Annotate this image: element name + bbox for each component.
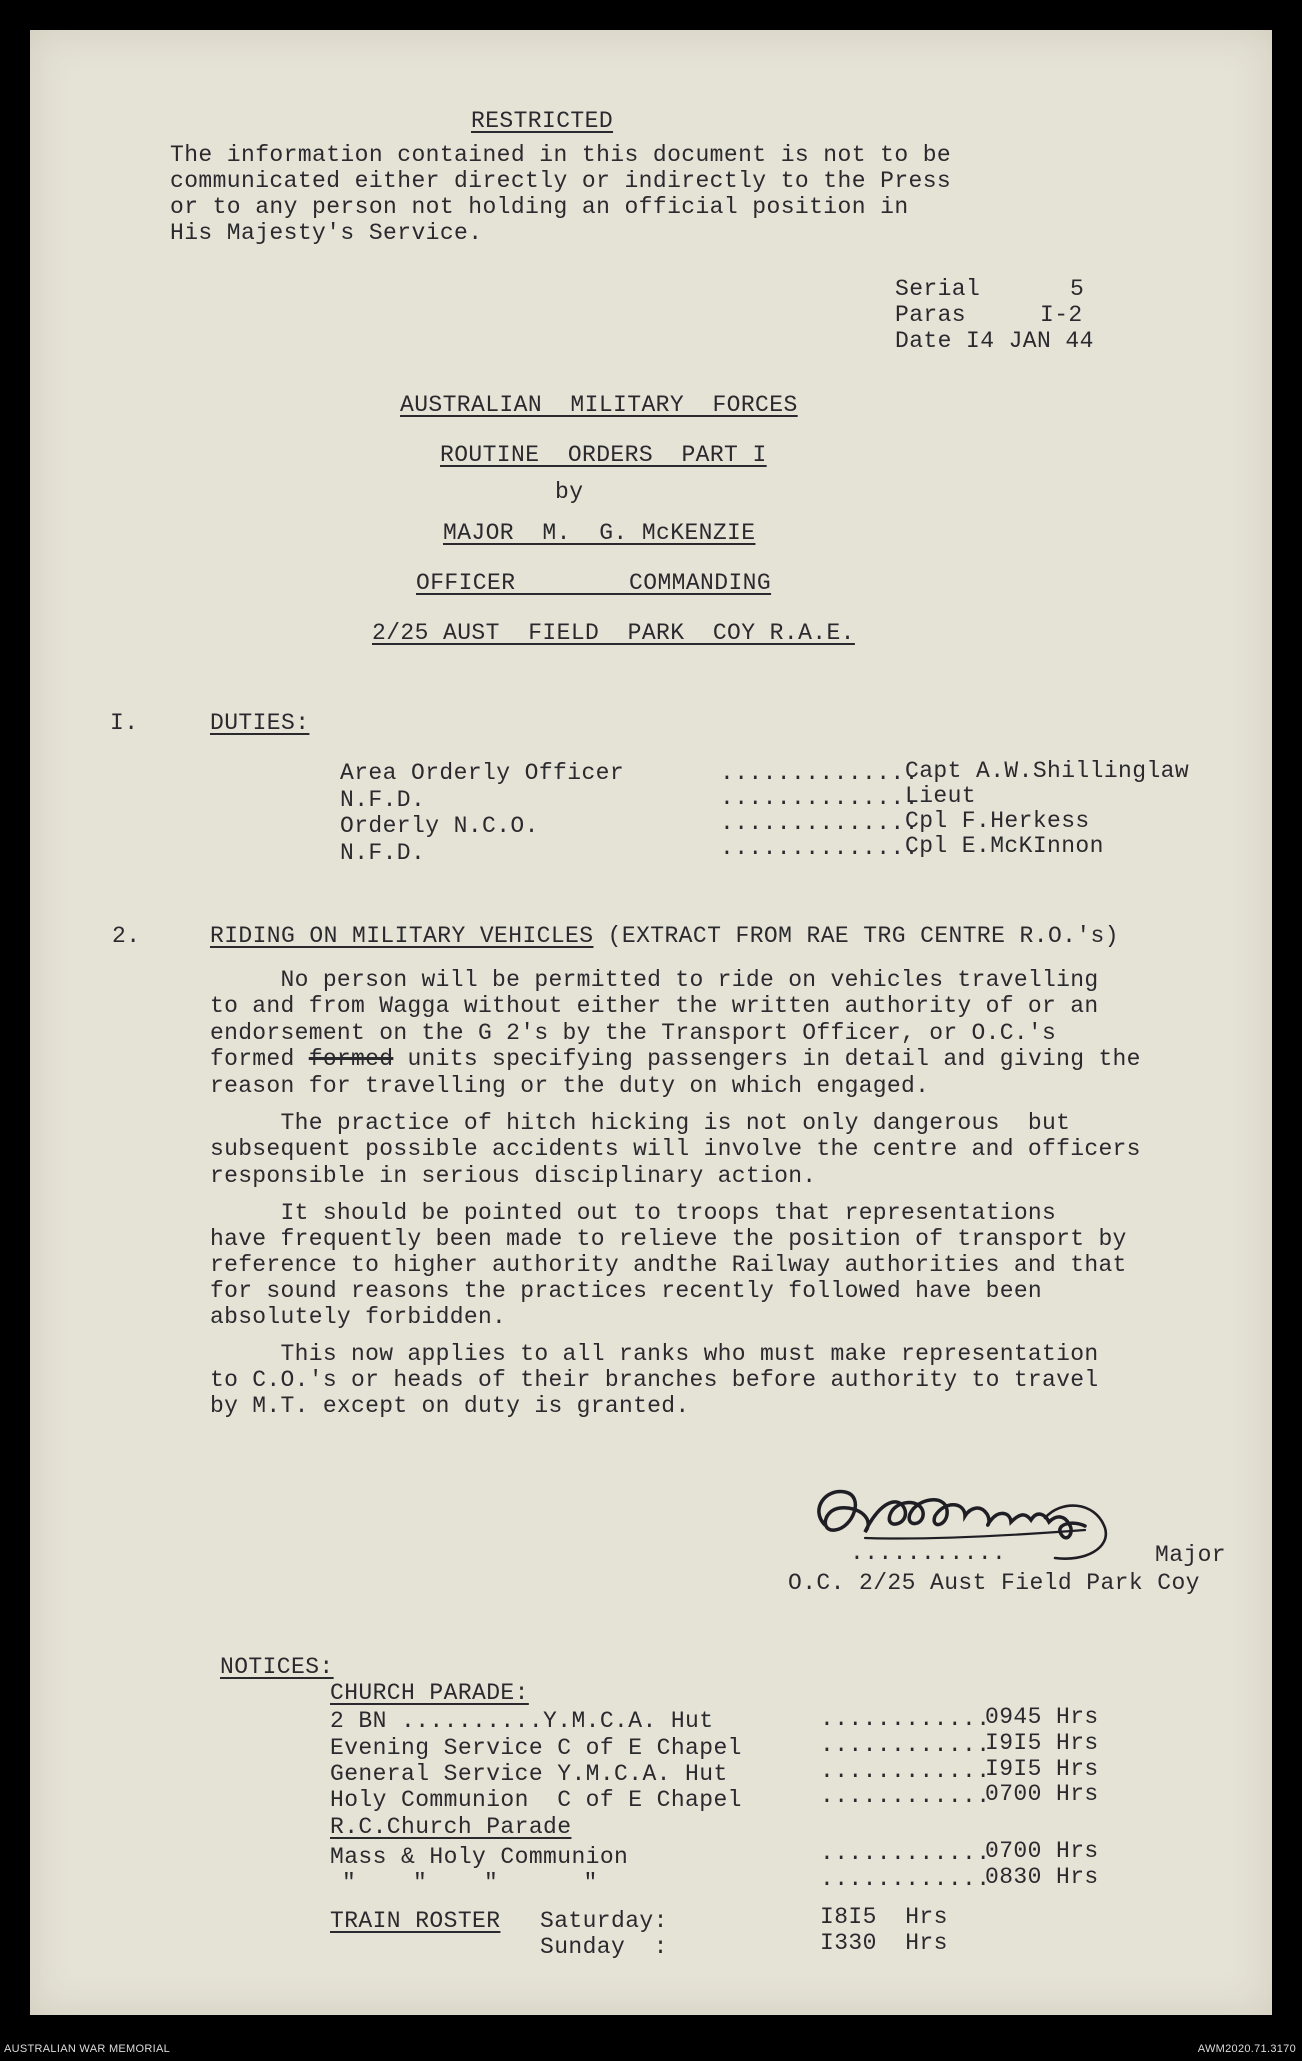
church-time: I9I5 Hrs: [985, 1730, 1099, 1756]
paragraph-line: reason for travelling or the duty on which engaged.: [210, 1073, 930, 1099]
title-unit: 2/25 AUST FIELD PARK COY R.A.E.: [372, 620, 855, 646]
warning-line: His Majesty's Service.: [170, 220, 483, 246]
paragraph-line: to and from Wagga without either the written authority of or an: [210, 993, 1099, 1019]
church-item: Evening Service C of E Chapel: [330, 1735, 742, 1761]
church-item: General Service Y.M.C.A. Hut: [330, 1761, 728, 1787]
train-time: I330 Hrs: [820, 1930, 948, 1956]
paragraph-line: for sound reasons the practices recently followed have been: [210, 1278, 1043, 1304]
paragraph-line: have frequently been made to relieve the position of transport by: [210, 1226, 1127, 1252]
title-officer-commanding: OFFICER COMMANDING: [416, 570, 772, 596]
serial-label: Serial: [895, 276, 981, 302]
rc-time: 0700 Hrs: [985, 1838, 1099, 1864]
paragraph-line: to C.O.'s or heads of their branches before authority to travel: [210, 1367, 1099, 1393]
formed-word: formed: [210, 1046, 309, 1072]
duty-dots: ..............: [720, 835, 919, 861]
section-heading-duties: DUTIES:: [210, 710, 310, 736]
duty-role: N.F.D.: [340, 840, 426, 866]
paragraph-line: subsequent possible accidents will involve the centre and officers: [210, 1136, 1141, 1162]
church-dots: ............: [820, 1783, 991, 1809]
struck-word: formed: [308, 1046, 394, 1072]
rc-dots: ............: [820, 1840, 991, 1866]
document-page: [30, 30, 1272, 2015]
title-by: by: [555, 479, 584, 505]
paragraph-line: The practice of hitch hicking is not only dangerous but: [210, 1110, 1071, 1136]
signature-dots: ...........: [850, 1540, 1007, 1566]
paragraph-line: endorsement on the G 2's by the Transport Officer, or O.C.'s: [210, 1020, 1057, 1046]
duty-dots: ..............: [720, 810, 919, 836]
church-dots: ............: [820, 1758, 991, 1784]
train-day: Sunday :: [540, 1934, 668, 1960]
duty-dots: ..............: [720, 785, 919, 811]
duty-role: N.F.D.: [340, 787, 426, 813]
paragraph-line: No person will be permitted to ride on vehicles travelling: [210, 967, 1099, 993]
church-parade-heading: CHURCH PARADE:: [330, 1680, 529, 1706]
rc-dots: ............: [820, 1866, 991, 1892]
signature-unit: O.C. 2/25 Aust Field Park Coy: [788, 1570, 1200, 1596]
duty-name: Cpl F.Herkess: [905, 808, 1090, 834]
paragraph-line: reference to higher authority andthe Railway authorities and that: [210, 1252, 1127, 1278]
rc-item: " " " ": [342, 1870, 598, 1896]
paragraph-line: by M.T. except on duty is granted.: [210, 1393, 690, 1419]
paragraph-line: absolutely forbidden.: [210, 1304, 507, 1330]
duty-role: Orderly N.C.O.: [340, 813, 539, 839]
paras-label: Paras: [895, 302, 967, 328]
section-heading-riding: [210, 923, 1119, 950]
train-time: I8I5 Hrs: [820, 1904, 948, 1930]
title-major: MAJOR M. G. McKENZIE: [443, 520, 756, 546]
signature-rank: Major: [1155, 1542, 1227, 1568]
paragraph-line: This now applies to all ranks who must make representation: [210, 1341, 1099, 1367]
rc-item: Mass & Holy Communion: [330, 1844, 629, 1870]
church-time: I9I5 Hrs: [985, 1756, 1099, 1782]
footer-reference-number: AWM2020.71.3170: [1197, 2043, 1296, 2055]
title-forces: AUSTRALIAN MILITARY FORCES: [400, 392, 798, 418]
duty-dots: ..............: [720, 760, 919, 786]
church-item: 2 BN ..........Y.M.C.A. Hut: [330, 1708, 714, 1734]
footer-archive-name: AUSTRALIAN WAR MEMORIAL: [4, 2043, 171, 2055]
train-day: Saturday:: [540, 1908, 668, 1934]
duty-name: Lieut: [905, 783, 977, 809]
date-value: I4 JAN 44: [966, 328, 1094, 354]
paragraph-line: responsible in serious disciplinary action.: [210, 1163, 817, 1189]
church-item: Holy Communion C of E Chapel: [330, 1787, 742, 1813]
paragraph-line-rest: units specifying passengers in detail and giving the: [393, 1046, 1141, 1072]
church-dots: ............: [820, 1706, 991, 1732]
section-heading-riding-title: RIDING ON MILITARY VEHICLES: [210, 923, 594, 949]
duty-name: Cpl E.McKInnon: [905, 833, 1104, 859]
rc-time: 0830 Hrs: [985, 1864, 1099, 1890]
paras-value: I-2: [1040, 302, 1083, 328]
duty-role: Area Orderly Officer: [340, 760, 625, 786]
church-time: 0945 Hrs: [985, 1704, 1099, 1730]
section-number: 2.: [112, 923, 141, 949]
rc-church-heading: R.C.Church Parade: [330, 1814, 572, 1840]
duty-name: Capt A.W.Shillinglaw: [905, 758, 1190, 784]
warning-line: or to any person not holding an official position in: [170, 194, 909, 220]
train-roster-heading: TRAIN ROSTER: [330, 1908, 501, 1934]
notices-heading: NOTICES:: [220, 1654, 334, 1680]
section-heading-riding-suffix: (EXTRACT FROM RAE TRG CENTRE R.O.'s): [593, 923, 1119, 949]
serial-value: 5: [1070, 276, 1085, 302]
church-time: 0700 Hrs: [985, 1781, 1099, 1807]
date-label: Date: [895, 328, 952, 354]
classification-label: RESTRICTED: [471, 108, 614, 134]
section-number: I.: [110, 710, 139, 736]
warning-line: The information contained in this document is not to be: [170, 142, 952, 168]
paragraph-line: [210, 1046, 1141, 1073]
title-routine-orders: ROUTINE ORDERS PART I: [440, 442, 767, 468]
church-dots: ............: [820, 1732, 991, 1758]
warning-line: communicated either directly or indirectly to the Press: [170, 168, 952, 194]
paragraph-line: It should be pointed out to troops that representations: [210, 1200, 1057, 1226]
